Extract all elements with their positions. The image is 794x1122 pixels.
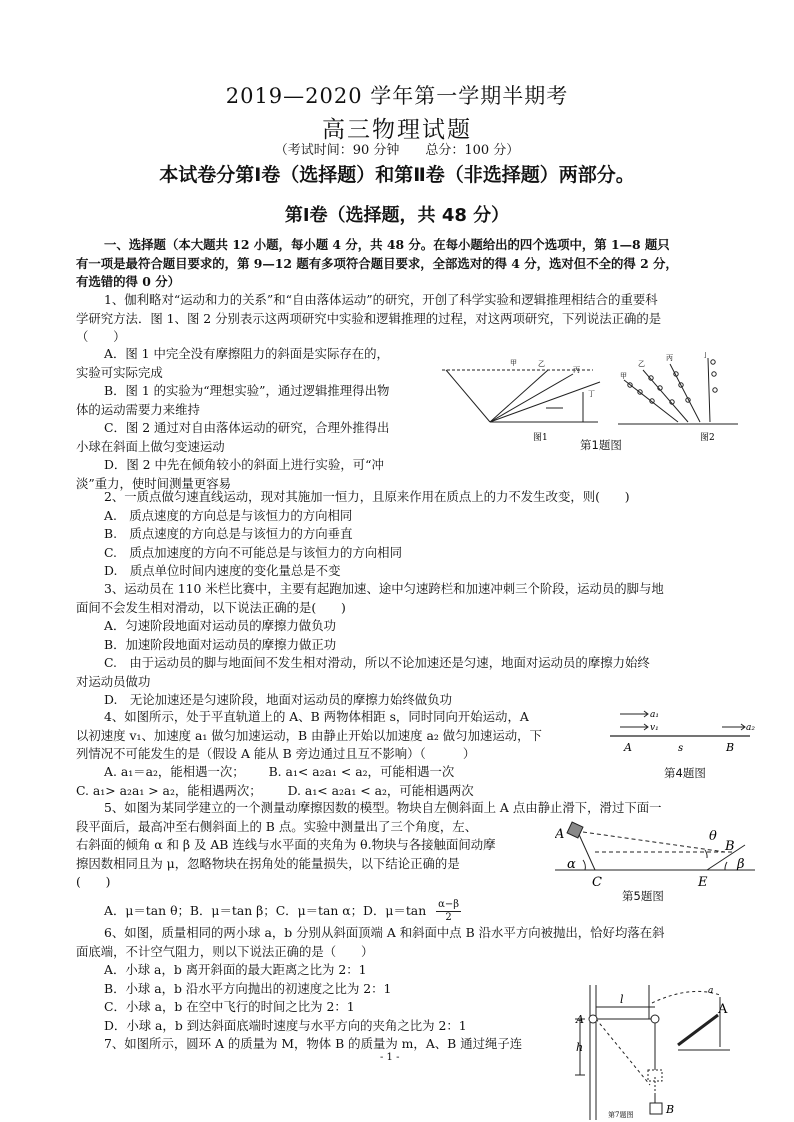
label-a2: a₂	[746, 723, 755, 733]
label-A: A	[576, 1013, 584, 1026]
stem-line: 以初速度 v₁、加速度 a₁ 做匀加速运动，B 由静止开始以加速度 a₂ 做匀加速运动，下	[76, 727, 542, 743]
option-a: A．匀速阶段地面对运动员的摩擦力做负功	[104, 618, 336, 633]
fig1-label: 图1	[533, 433, 548, 443]
label-theta: θ	[709, 829, 717, 844]
label-l: l	[620, 993, 624, 1006]
option-b-cont: 体的运动需要力来维持	[76, 401, 200, 417]
label-a: a	[708, 986, 714, 996]
option-c: C．小球 a，b 在空中飞行的时间之比为 2：1	[104, 999, 355, 1014]
structure-note: 本试卷分第Ⅰ卷（选择题）和第Ⅱ卷（非选择题）两部分。	[159, 164, 635, 186]
question-1-options	[76, 345, 436, 493]
option-c: C. 由于运动员的脚与地面间不发生相对滑动，所以不论加速还是匀速，地面对运动员的摩擦力始终	[104, 655, 650, 670]
option-d: D. 无论加速还是匀速阶段，地面对运动员的摩擦力始终做负功	[104, 692, 452, 707]
stem-line: 4、如图所示，处于平直轨道上的 A、B 两物体相距 s，同时同向开始运动，A	[104, 709, 529, 724]
exam-title: 2019—2020 学年第一学期半期考	[225, 84, 569, 108]
option-b: B．图 1 的实验为“理想实验”，通过逻辑推理得出物	[104, 383, 390, 398]
label-B: B	[726, 741, 735, 754]
label-B: B	[666, 1103, 675, 1116]
exam-subtitle: 高三物理试题	[322, 117, 472, 143]
option-a: A．图 1 中完全没有摩擦阻力的斜面是实际存在的，	[104, 346, 389, 361]
question-3	[76, 580, 752, 710]
fig2-mark: 丙	[666, 354, 673, 362]
option-b: B．加速阶段地面对运动员的摩擦力做正功	[104, 636, 337, 652]
option-a: A. a₁＝a₂，能相遇一次；	[104, 764, 245, 779]
stem-line: 3、运动员在 110 米栏比赛中，主要有起跑加速、途中匀速跨栏和加速冲刺三个阶段，运动员的脚与地	[104, 581, 664, 596]
figure-2	[618, 358, 738, 424]
stem-line: 面底端，不计空气阻力，则以下说法正确的是（ ）	[76, 943, 374, 959]
stem-line: 擦因数相同且为 μ，忽略物块在拐角处的能量损失，以下结论正确的是	[76, 855, 460, 871]
fraction-numerator: α−β	[438, 899, 460, 910]
stem-line: 1、伽利略对“运动和力的关系”和“自由落体运动”的研究，开创了科学实验和逻辑推理相结合的重要科	[104, 292, 658, 307]
question-4-figure	[600, 700, 760, 756]
option-b: B．小球 a，b 沿水平方向抛出的初速度之比为 2：1	[104, 980, 392, 996]
label-a1: a₁	[650, 710, 659, 720]
option-d: D. 质点单位时间内速度的变化量总是不变	[104, 563, 341, 578]
label-A: A	[555, 827, 565, 842]
stem-line: 面间不会发生相对滑动，以下说法正确的是( )	[76, 599, 346, 615]
stem-line: 段平面后，最高冲至右侧斜面上的 B 点。实验中测量出了三个角度，左、	[76, 818, 478, 834]
q1-figure-caption: 第1题图	[580, 438, 622, 452]
option-a: A. 质点速度的方向总是与该恒力的方向相同	[104, 507, 353, 523]
fig2-label: 图2	[700, 433, 715, 443]
option-b: B. 质点速度的方向总是与该恒力的方向垂直	[104, 526, 353, 541]
label-A2: A	[718, 1002, 728, 1017]
stem-line: 6、如图，质量相同的两小球 a，b 分别从斜面顶端 A 和斜面中点 B 沿水平方向被抛出，恰好均落在斜	[104, 925, 665, 940]
label-s: s	[678, 743, 684, 754]
option-d-cont: 淡”重力，使时间测量更容易	[76, 475, 232, 491]
fig1-mark: 丁	[588, 390, 595, 398]
option-c-cont: 对运动员做功	[76, 673, 151, 689]
option-d: D. a₁< a₂a₁ < a₂，可能相遇两次	[287, 782, 474, 798]
pulley	[651, 1015, 659, 1023]
label-E: E	[698, 875, 708, 890]
question-5-options	[104, 899, 461, 924]
q5-figure-caption: 第5题图	[622, 889, 664, 903]
page-number: - 1 -	[380, 1052, 400, 1063]
intro-line: 一、选择题（本大题共 12 小题，每小题 4 分，共 48 分。在每小题给出的四个选项中，第 1—8 题只	[104, 237, 670, 252]
figure-1	[442, 370, 600, 422]
option-a-cont: 实验可实际完成	[76, 364, 163, 380]
stem-line: 2、一质点做匀速直线运动，现对其施加一恒力，且原来作用在质点上的力不发生改变，则( )	[104, 489, 630, 504]
option-b: B. a₁< a₂a₁ < a₂，可能相遇一次	[268, 764, 455, 779]
label-beta: β	[737, 857, 745, 872]
fig2-mark: 甲	[620, 372, 627, 380]
question-7-figure	[570, 985, 760, 1120]
q4-figure-caption: 第4题图	[664, 766, 706, 780]
option-c: C. 质点加速度的方向不可能总是与该恒力的方向相同	[104, 544, 402, 560]
fig1-mark: 丙	[573, 366, 580, 374]
part1-title: 第Ⅰ卷（选择题，共 48 分）	[284, 205, 510, 226]
option-d: D．小球 a，b 到达斜面底端时速度与水平方向的夹角之比为 2：1	[104, 1017, 467, 1033]
ring-a	[589, 1015, 597, 1023]
fig2-mark: 丁	[702, 352, 709, 359]
question-4-options	[76, 763, 752, 800]
option-a: A．小球 a，b 离开斜面的最大距离之比为 2：1	[104, 962, 367, 977]
label-C: C	[592, 875, 602, 890]
block-b-ghost	[648, 1070, 662, 1081]
stem-line: 列情况不可能发生的是（假设 A 能从 B 旁边通过且互不影响）（ ）	[76, 746, 476, 761]
section1-intro	[76, 236, 752, 292]
intro-line: 有一项是最符合题目要求的，第 9—12 题有多项符合题目要求，全部选对的得 4 分，选对但不全的得 2 分，	[76, 255, 678, 271]
stem-line: ( )	[76, 874, 111, 889]
question-1-stem	[76, 291, 752, 347]
stem-line: 右斜面的倾角 α 和 β 及 AB 连线与水平面的夹角为 θ.物块与各接触面间动摩	[76, 837, 496, 852]
block	[567, 822, 583, 838]
label-A: A	[624, 741, 632, 754]
exam-info: （考试时间：90 分钟 总分：100 分）	[274, 143, 520, 158]
fraction-denominator: 2	[445, 912, 452, 923]
q5-fraction	[436, 899, 461, 924]
stem-line: 7、如图所示，圆环 A 的质量为 M，物体 B 的质量为 m，A、B 通过绳子连	[104, 1036, 523, 1051]
stem-line: （ ）	[76, 329, 126, 344]
option-c-cont: 小球在斜面上做匀变速运动	[76, 438, 225, 454]
question-2	[76, 488, 752, 581]
fig2-mark: 乙	[638, 360, 645, 368]
question-7	[76, 1035, 566, 1054]
label-h: h	[576, 1041, 584, 1054]
label-v1: v₁	[650, 723, 659, 733]
option-c: C．图 2 通过对自由落体运动的研究，合理外推得出	[104, 420, 390, 435]
option-c: C. a₁> a₂a₁ > a₂，能相遇两次；	[76, 782, 262, 798]
label-alpha: α	[567, 857, 576, 872]
stem-line: 5、如图为某同学建立的一个测量动摩擦因数的模型。物块自左侧斜面上 A 点由静止滑下，滑过下面一	[104, 800, 662, 815]
question-5-figure	[555, 820, 755, 890]
option-d: D．图 2 中先在倾角较小的斜面上进行实验，可“冲	[104, 457, 384, 472]
stem-line: 学研究方法．图 1、图 2 分别表示这两项研究中实验和逻辑推理的过程，对这两项研究，下列说法正确的是	[76, 310, 662, 326]
q7-figure-caption: 第7题图	[608, 1111, 634, 1119]
fig1-mark: 甲	[510, 359, 517, 367]
q5-options-text: A．μ＝tan θ；B．μ＝tan β；C．μ＝tan α；D．μ＝tan	[104, 903, 427, 918]
block-b	[650, 1103, 662, 1114]
intro-line: 有选错的得 0 分）	[76, 274, 180, 289]
label-B: B	[725, 839, 735, 854]
fig1-mark: 乙	[538, 360, 545, 368]
